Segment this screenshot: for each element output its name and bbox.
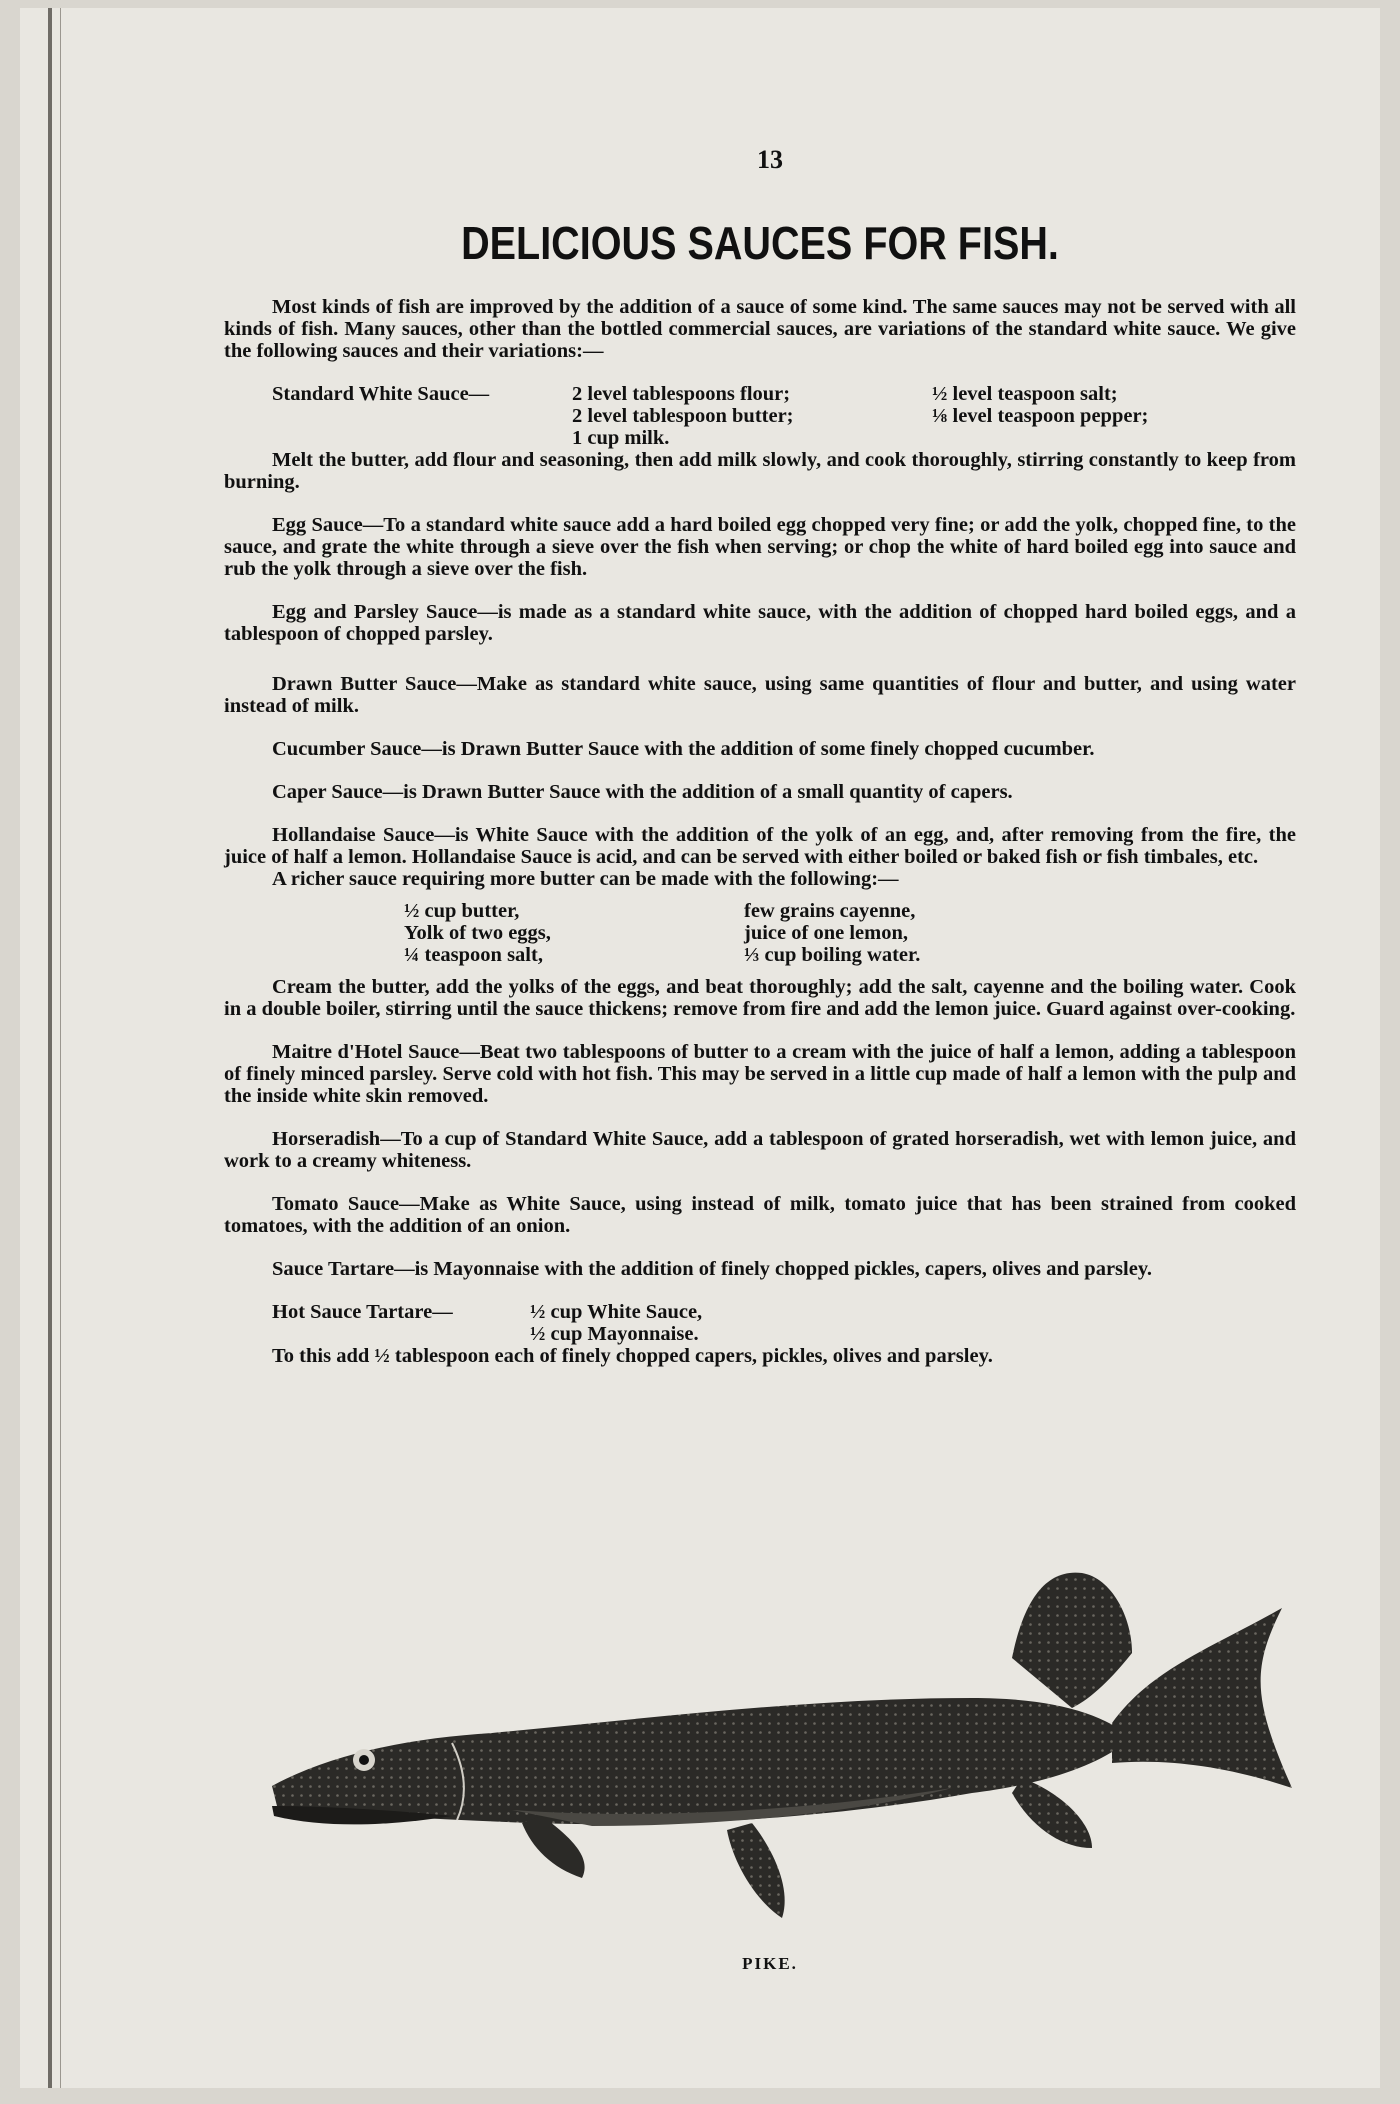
drawn-butter-heading: Drawn Butter Sauce	[272, 673, 457, 695]
horseradish-heading: Horseradish	[272, 1128, 381, 1150]
hot-tartare-method: To this add ½ tablespoon each of finely chopped capers, pickles, olives and parsley.	[272, 1345, 993, 1367]
tartare-paragraph	[224, 1258, 1296, 1280]
tartare-heading: Sauce Tartare	[272, 1258, 395, 1280]
standard-white-col1	[572, 383, 932, 449]
ingredient: 1 cup milk.	[572, 427, 670, 449]
hollandaise-ingredients	[404, 900, 1296, 966]
egg-parsley-text: —is made as a standard white sauce, with the addition of chopped hard boiled eggs, and a tablespoon of chopped parsley.	[224, 601, 1296, 645]
ingredient: ½ cup Mayonnaise.	[530, 1323, 699, 1345]
ingredient: ½ level teaspoon salt;	[932, 383, 1118, 405]
binding-edge-line	[60, 8, 61, 2088]
hollandaise-method: Cream the butter, add the yolks of the eggs, and beat thoroughly; add the salt, cayenne and the boiling water. Cook in a double boiler, stirring until the sauce thickens; remove from fire and add the lemon juice. Guard against over-cooking.	[224, 976, 1296, 1020]
hollandaise-col1	[404, 900, 744, 966]
drawn-butter-text: —Make as standard white sauce, using same quantities of flour and butter, and using water instead of milk.	[224, 673, 1296, 717]
egg-sauce-text: —To a standard white sauce add a hard boiled egg chopped very fine; or add the yolk, chopped fine, to the sauce, and grate the white through a sieve over the fish when serving; or chop the white of hard boiled egg into sauce and rub the yolk through a sieve over the fish.	[224, 514, 1296, 580]
ingredient: 2 level tablespoon butter;	[572, 405, 794, 427]
ingredient: Yolk of two eggs,	[404, 922, 551, 944]
caper-text: —is Drawn Butter Sauce with the addition of a small quantity of capers.	[382, 781, 1013, 803]
ingredient: few grains cayenne,	[744, 900, 916, 922]
ingredient: ¼ teaspoon salt,	[404, 944, 543, 966]
ingredient: ½ cup White Sauce,	[530, 1301, 703, 1323]
hot-tartare-ingredients	[272, 1301, 1296, 1345]
tomato-heading: Tomato Sauce	[272, 1193, 400, 1215]
page-number: 13	[757, 145, 783, 174]
cucumber-paragraph	[224, 738, 1296, 760]
egg-sauce-heading: Egg Sauce	[272, 514, 363, 536]
hot-tartare-heading: Hot Sauce Tartare—	[272, 1301, 453, 1323]
egg-parsley-heading: Egg and Parsley Sauce	[272, 601, 478, 623]
hollandaise-col2	[744, 900, 1044, 966]
maitre-heading: Maitre d'Hotel Sauce	[272, 1041, 460, 1063]
egg-parsley-paragraph	[224, 601, 1296, 645]
hollandaise-paragraph	[224, 824, 1296, 868]
drawn-butter-paragraph	[224, 673, 1296, 717]
standard-white-method: Melt the butter, add flour and seasoning, then add milk slowly, and cook thoroughly, stirring constantly to keep from burning.	[224, 449, 1296, 493]
pike-icon	[252, 1548, 1312, 1928]
maitre-paragraph	[224, 1041, 1296, 1107]
hollandaise-heading: Hollandaise Sauce	[272, 824, 435, 846]
standard-white-sauce-heading: Standard White Sauce—	[272, 383, 490, 405]
binding-edge	[48, 8, 52, 2088]
document-page	[20, 8, 1380, 2088]
page-title: DELICIOUS SAUCES FOR FISH.	[461, 217, 1059, 269]
hollandaise-text: —is White Sauce with the addition of the yolk of an egg, and, after removing from the fire, the juice of half a lemon. Hollandaise Sauce is acid, and can be served with either boiled or baked fish or fish timbales, etc.	[224, 824, 1296, 868]
cucumber-heading: Cucumber Sauce	[272, 738, 422, 760]
tomato-paragraph	[224, 1193, 1296, 1237]
intro-paragraph: Most kinds of fish are improved by the addition of a sauce of some kind. The same sauces may not be served with all kinds of fish. Many sauces, other than the bottled commercial sauces, are variations of the standard white sauce. We give the following sauces and their variations:—	[224, 296, 1296, 362]
caper-heading: Caper Sauce	[272, 781, 383, 803]
cucumber-text: —is Drawn Butter Sauce with the addition of some finely chopped cucumber.	[421, 738, 1095, 760]
recipe-text	[224, 296, 1296, 1367]
ingredient: ½ cup butter,	[404, 900, 520, 922]
standard-white-sauce-ingredients	[272, 383, 1296, 449]
hot-tartare-lines	[530, 1301, 1030, 1345]
standard-white-col2	[932, 383, 1292, 449]
egg-sauce-paragraph	[224, 514, 1296, 580]
tomato-text: —Make as White Sauce, using instead of milk, tomato juice that has been strained from cooked tomatoes, with the addition of an onion.	[224, 1193, 1296, 1237]
hollandaise-richer: A richer sauce requiring more butter can be made with the following:—	[272, 868, 899, 890]
ingredient: ⅛ level teaspoon pepper;	[932, 405, 1149, 427]
maitre-text: —Beat two tablespoons of butter to a cream with the juice of half a lemon, adding a tablespoon of finely minced parsley. Serve cold with hot fish. This may be served in a little cup made of half a lemon with the pulp and the inside white skin removed.	[224, 1041, 1296, 1107]
tartare-text: —is Mayonnaise with the addition of finely chopped pickles, capers, olives and parsley.	[394, 1258, 1153, 1280]
ingredient: juice of one lemon,	[744, 922, 908, 944]
ingredient: 2 level tablespoons flour;	[572, 383, 791, 405]
illustration-caption: PIKE.	[742, 1954, 798, 1973]
horseradish-paragraph	[224, 1128, 1296, 1172]
pike-illustration	[252, 1548, 1312, 1928]
horseradish-text: —To a cup of Standard White Sauce, add a tablespoon of grated horseradish, wet with lemon juice, and work to a creamy whiteness.	[224, 1128, 1296, 1172]
caper-paragraph	[224, 781, 1296, 803]
ingredient: ⅓ cup boiling water.	[744, 944, 921, 966]
